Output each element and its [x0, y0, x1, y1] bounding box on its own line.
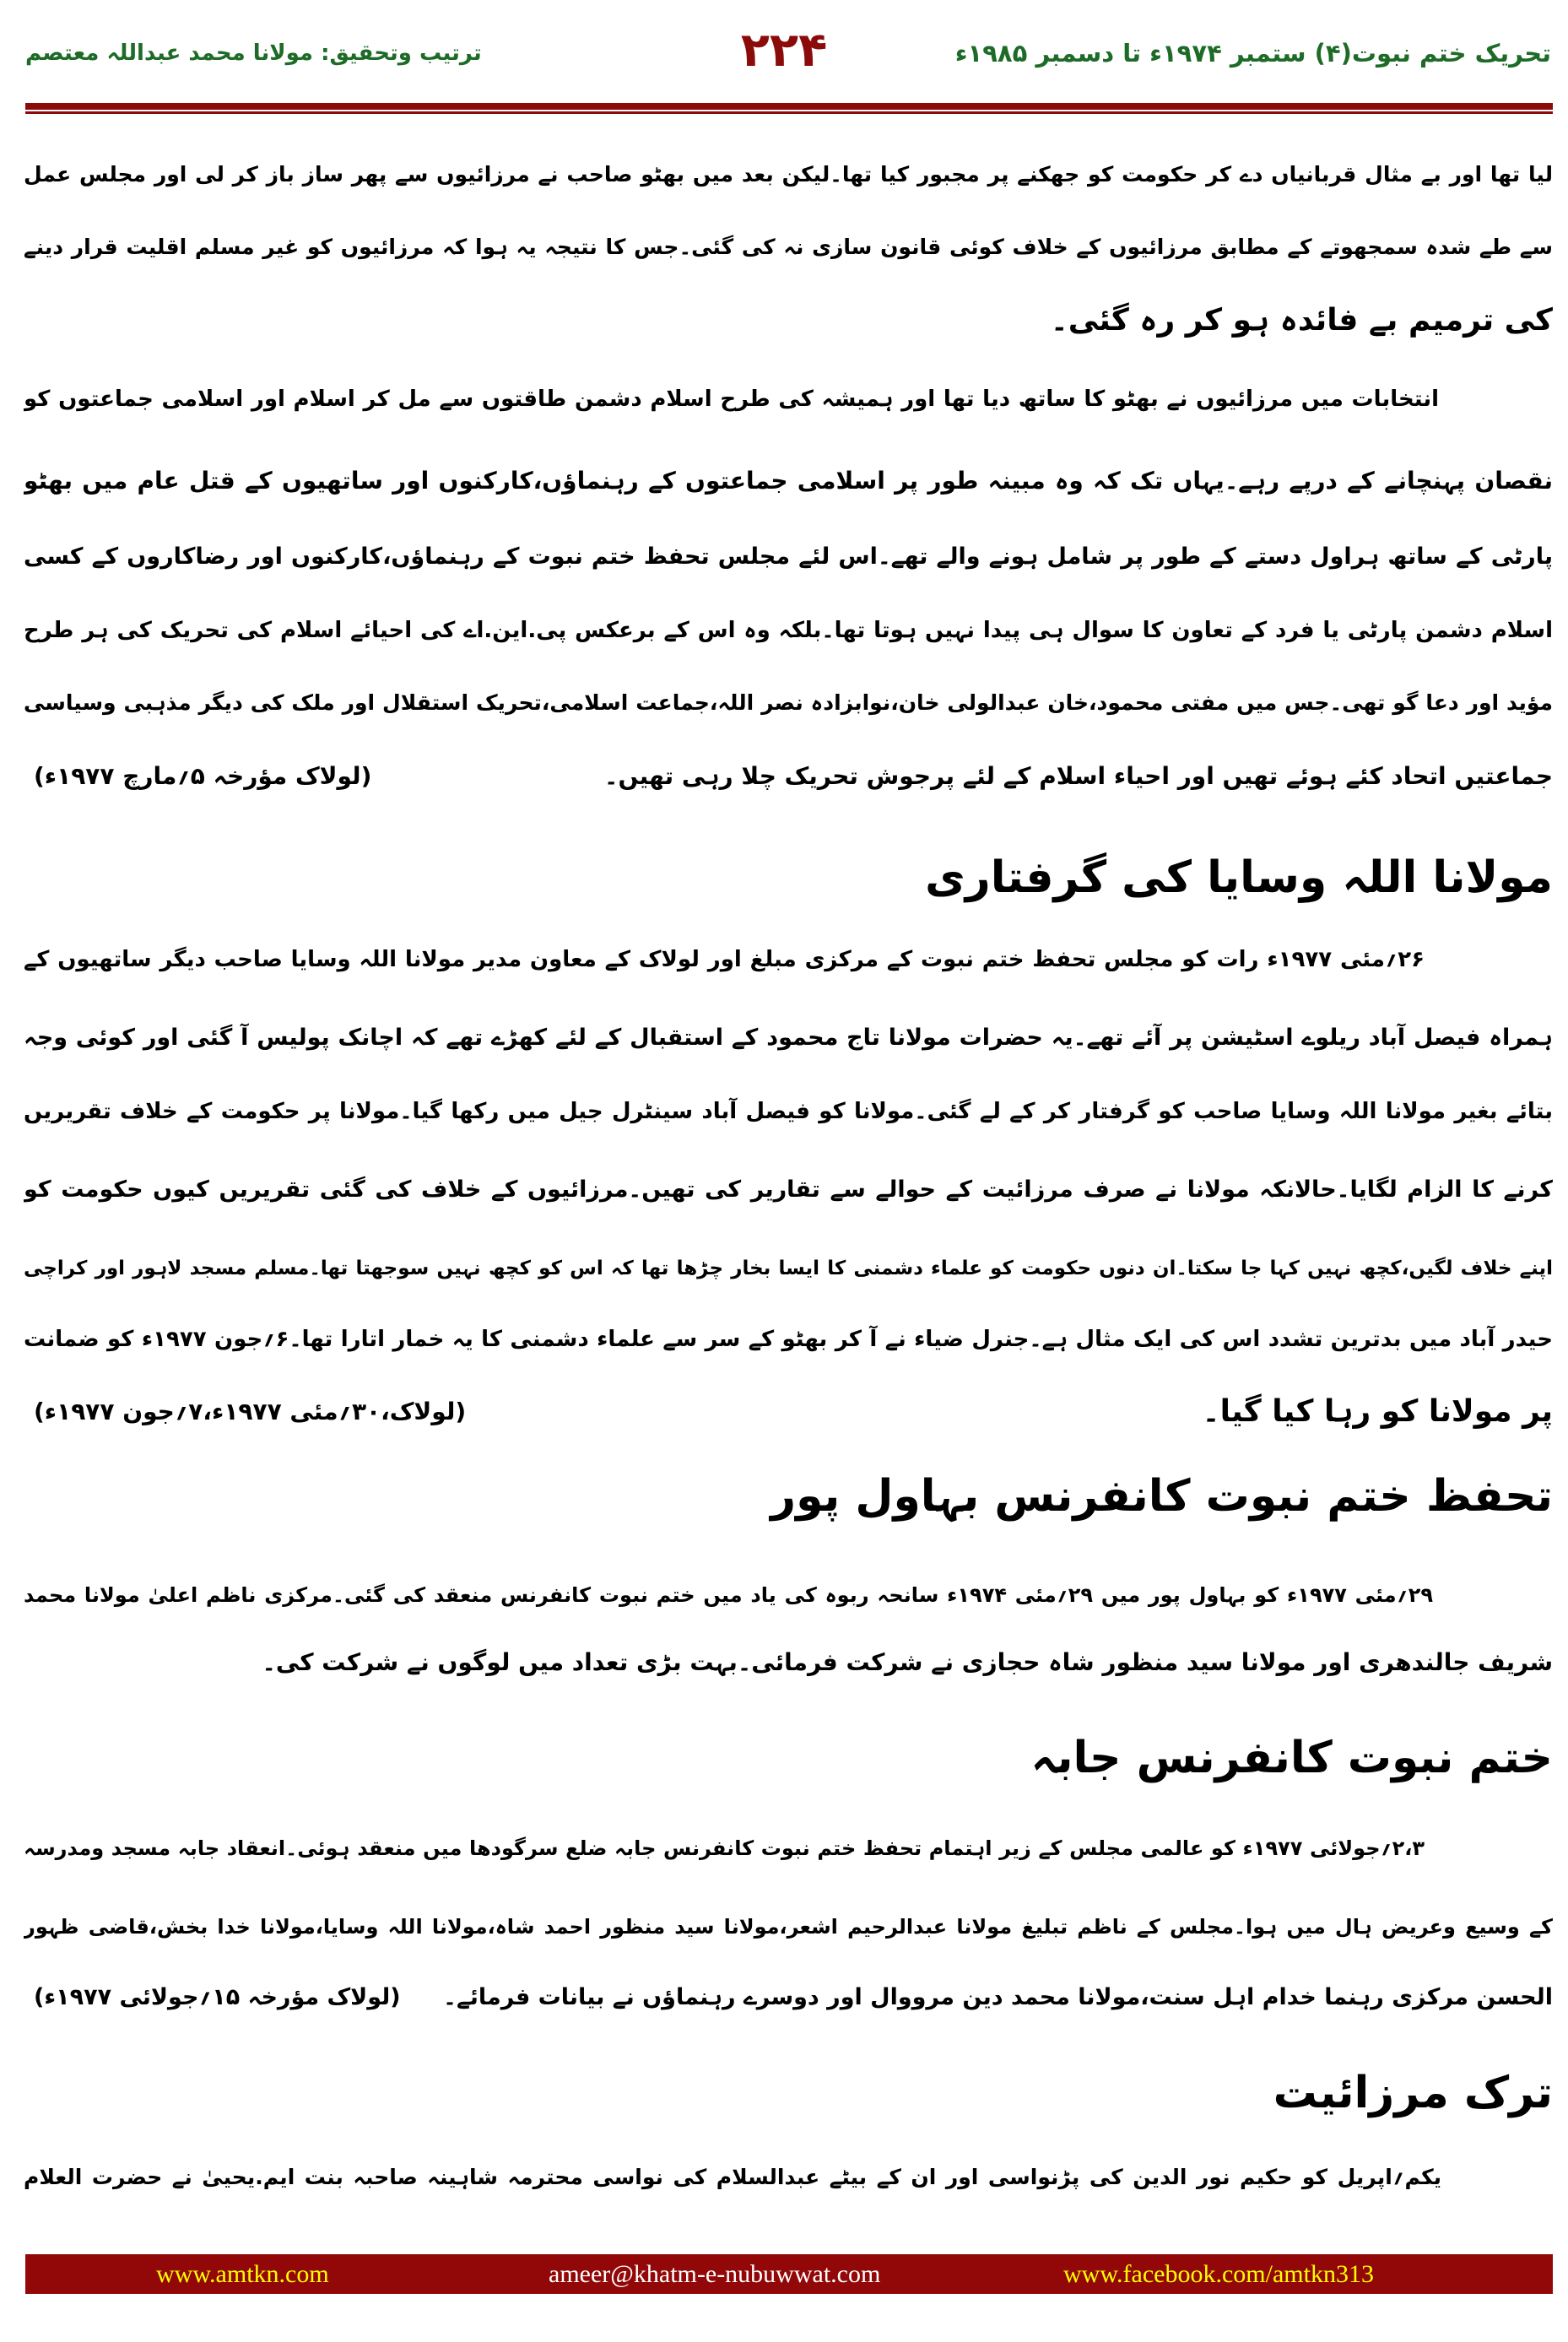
compiler-credit: ترتیب وتحقیق: مولانا محمد عبداللہ معتصم: [25, 41, 482, 66]
book-title: تحریک ختم نبوت(۴) ستمبر ۱۹۷۴ء تا دسمبر ۱۹۸۵ء: [954, 39, 1551, 68]
text-line: بتائے بغیر مولانا اللہ وسایا صاحب کو گرفتار کر کے لے گئی۔مولانا کو فیصل آباد سینٹرل جیل میں رکھا گیا۔مولانا پر حکومت کے خلاف تقریریں: [24, 1099, 1553, 1124]
header-rule-thick: [25, 103, 1553, 110]
text-line: ۲۹؍مئی ۱۹۷۷ء کو بہاول پور میں ۲۹؍مئی ۱۹۷۴ء سانحہ ربوہ کی یاد میں ختم نبوت کانفرنس منعقد کی گئی۔مرکزی ناظم اعلیٰ مولانا محمد: [24, 1583, 1433, 1607]
text-line: اسلام دشمن پارٹی یا فرد کے تعاون کا سوال ہی پیدا نہیں ہوتا تھا۔بلکہ وہ اس کے برعکس پی.این.اے کی احیائے اسلام کی تحریک کی ہر طرح: [24, 618, 1553, 643]
text-line: مؤید اور دعا گو تھی۔جس میں مفتی محمود،خان عبدالولی خان،نوابزادہ نصر اللہ،جماعت اسلامی،تحریک استقلال اور ملک کی دیگر مذہبی وسیاسی: [24, 690, 1553, 715]
text-line: ۲،۳؍جولائی ۱۹۷۷ء کو عالمی مجلس کے زیر اہتمام تحفظ ختم نبوت کانفرنس جابہ ضلع سرگودھا میں منعقد ہوئی۔انعقاد جابہ مسجد ومدرسہ: [24, 1836, 1425, 1860]
text-line: اپنے خلاف لگیں،کچھ نہیں کہا جا سکتا۔ان دنوں حکومت کو علماء دشمنی کا ایسا بخار چڑھا تھا کہ اس کو کچھ نہیں سوجھتا تھا۔مسلم مسجد لاہور اور کراچی: [24, 1258, 1553, 1279]
facebook-link[interactable]: www.facebook.com/amtkn313: [1063, 2260, 1374, 2288]
text-line: ہمراہ فیصل آباد ریلوے اسٹیشن پر آئے تھے۔یہ حضرات مولانا تاج محمود کے استقبال کے لئے کھڑے تھے کہ اچانک پولیس آ گئی اور کوئی وجہ: [24, 1025, 1553, 1051]
citation: (لولاک مؤرخہ ۵؍مارچ ۱۹۷۷ء): [34, 762, 372, 790]
text-line: یکم؍اپریل کو حکیم نور الدین کی پڑنواسی اور ان کے بیٹے عبدالسلام کی نواسی محترمہ شاہینہ صاحبہ بنت ایم.یحییٰ نے حضرت العلام: [24, 2165, 1441, 2189]
section-heading: ترک مرزائیت: [1273, 2068, 1553, 2118]
citation: (لولاک مؤرخہ ۱۵؍جولائی ۱۹۷۷ء): [34, 1984, 401, 2010]
website-link[interactable]: www.amtkn.com: [156, 2260, 329, 2288]
text-line: لیا تھا اور بے مثال قربانیاں دے کر حکومت کو جھکنے پر مجبور کیا تھا۔لیکن بعد میں بھٹو صاحب نے مرزائیوں سے پھر ساز باز کر لی اور مجلس عمل: [24, 162, 1553, 187]
text-line: کی ترمیم بے فائدہ ہو کر رہ گئی۔: [1050, 303, 1553, 338]
section-heading: مولانا اللہ وسایا کی گرفتاری: [925, 852, 1553, 903]
section-heading: تحفظ ختم نبوت کانفرنس بہاول پور: [770, 1471, 1553, 1522]
text-line: نقصان پہنچانے کے درپے رہے۔یہاں تک کہ وہ مبینہ طور پر اسلامی جماعتوں کے رہنماؤں،کارکنوں اور ساتھیوں کے قتل عام میں بھٹو: [24, 467, 1553, 495]
header-rule-thin: [25, 111, 1553, 114]
text-line: کے وسیع وعریض ہال میں ہوا۔مجلس کے ناظم تبلیغ مولانا عبدالرحیم اشعر،مولانا سید منظور احمد شاہ،مولانا اللہ وسایا،مولانا خدا بخش،قاضی ظہور: [24, 1915, 1553, 1939]
text-line: سے طے شدہ سمجھوتے کے مطابق مرزائیوں کے خلاف کوئی قانون سازی نہ کی گئی۔جس کا نتیجہ یہ ہوا کہ مرزائیوں کو غیر مسلم اقلیت قرار دینے: [24, 235, 1553, 259]
text-line: پر مولانا کو رہا کیا گیا۔: [1202, 1394, 1553, 1429]
text-line: ۲۶؍مئی ۱۹۷۷ء رات کو مجلس تحفظ ختم نبوت کے مرکزی مبلغ اور لولاک کے معاون مدیر مولانا اللہ وسایا صاحب دیگر ساتھیوں کے: [24, 947, 1425, 972]
text-line: شریف جالندھری اور مولانا سید منظور شاہ حجازی نے شرکت فرمائی۔بہت بڑی تعداد میں لوگوں نے شرکت کی۔: [262, 1648, 1553, 1676]
section-heading: ختم نبوت کانفرنس جابہ: [1030, 1733, 1553, 1783]
email-link[interactable]: ameer@khatm-e-nubuwwat.com: [549, 2260, 881, 2288]
text-line: انتخابات میں مرزائیوں نے بھٹو کا ساتھ دیا تھا اور ہمیشہ کی طرح اسلام دشمن طاقتوں سے مل کر اسلام اور اسلامی جماعتوں کو: [24, 387, 1439, 412]
text-line: کرنے کا الزام لگایا۔حالانکہ مولانا نے صرف مرزائیت کے حوالے سے تقاریر کی تھیں۔مرزائیوں کے خلاف کی گئی تقریریں کیوں حکومت کو: [24, 1176, 1553, 1203]
page-number: ۲۲۴: [740, 23, 828, 78]
text-line: پارٹی کے ساتھ ہراول دستے کے طور پر شامل ہونے والے تھے۔اس لئے مجلس تحفظ ختم نبوت کے رہنماؤں،کارکنوں اور رضاکاروں کے کسی: [24, 544, 1553, 570]
text-line: الحسن مرکزی رہنما خدام اہل سنت،مولانا محمد دین مرووال اور دوسرے رہنماؤں نے بیانات فرمائے۔: [443, 1984, 1553, 2010]
citation: (لولاک،۳۰؍مئی ۱۹۷۷ء،۷؍جون ۱۹۷۷ء): [34, 1398, 467, 1425]
text-line: حیدر آباد میں بدترین تشدد اس کی ایک مثال ہے۔جنرل ضیاء نے آ کر بھٹو کے سر سے علماء دشمنی کا یہ خمار اتارا تھا۔۶؍جون ۱۹۷۷ء کو ضمانت: [24, 1327, 1553, 1352]
page-footer: [25, 2254, 1553, 2294]
text-line: جماعتیں اتحاد کئے ہوئے تھیں اور احیاء اسلام کے لئے پرجوش تحریک چلا رہی تھیں۔: [604, 762, 1553, 790]
